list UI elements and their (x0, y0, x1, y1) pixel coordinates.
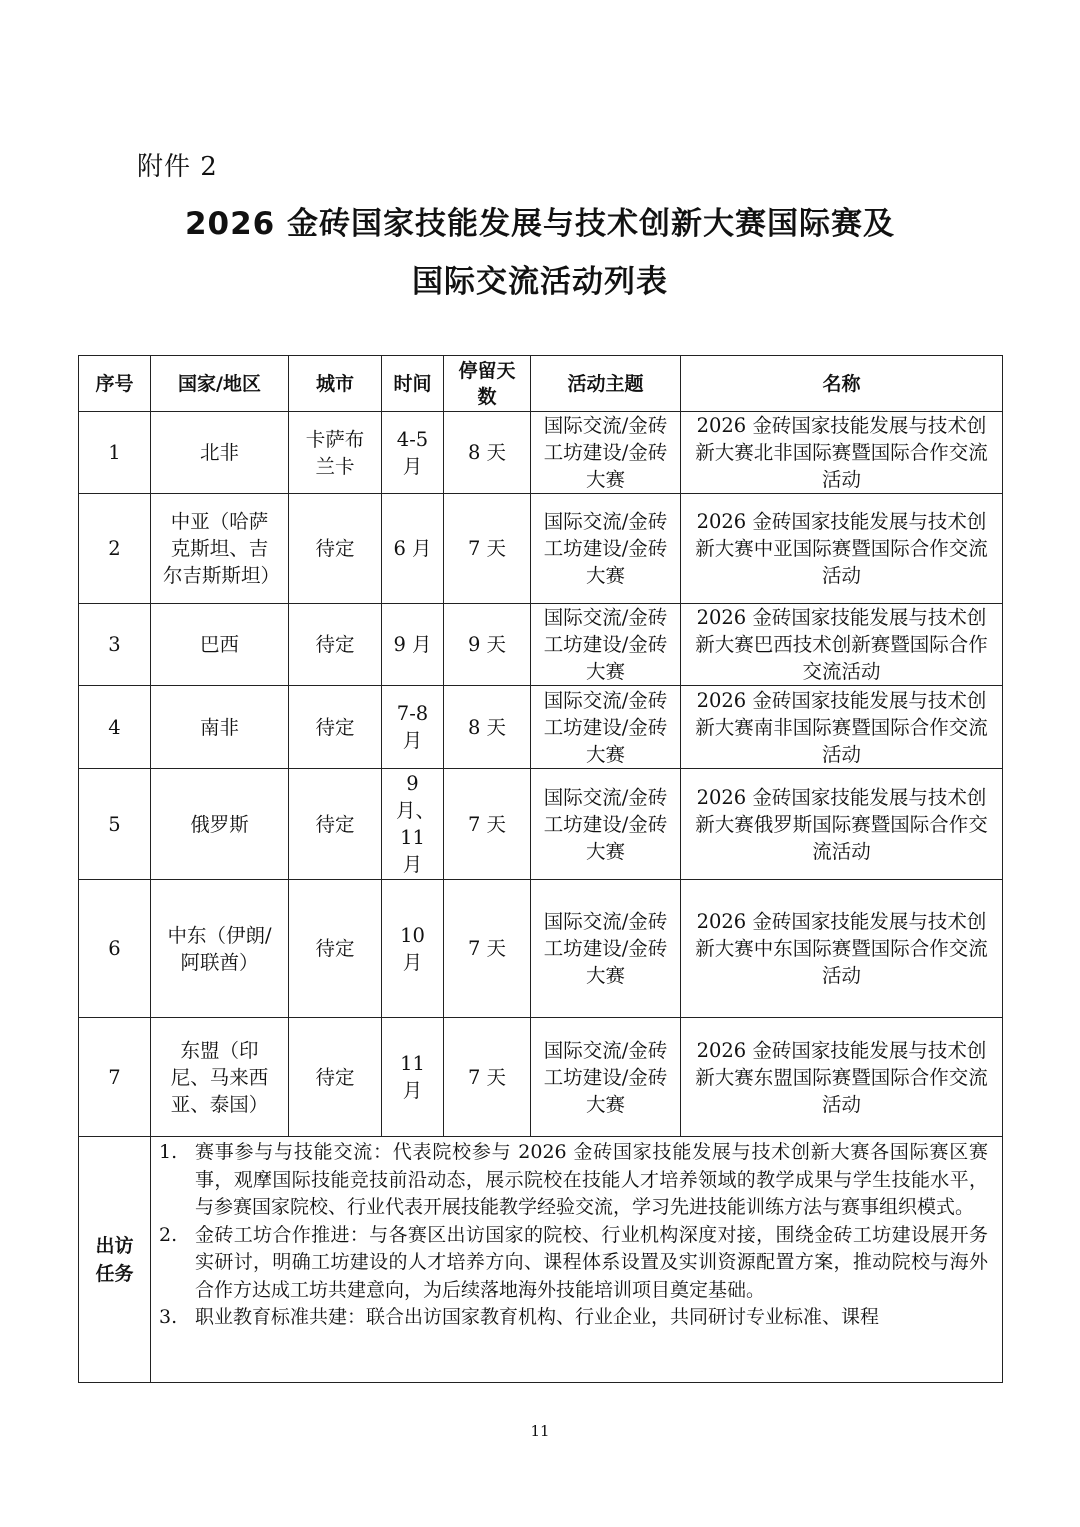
task-number: 2. (159, 1223, 178, 1246)
row-days: 7 天 (444, 1018, 531, 1137)
row-days: 8 天 (444, 412, 531, 494)
task-text: 职业教育标准共建：联合出访国家教育机构、行业企业，共同研讨专业标准、课程 (195, 1306, 880, 1328)
row-days: 7 天 (444, 769, 531, 880)
row-number: 1 (79, 412, 151, 494)
row-number: 3 (79, 604, 151, 686)
row-time: 10月 (382, 880, 444, 1018)
row-time: 11月 (382, 1018, 444, 1137)
row-city: 待定 (289, 1018, 382, 1137)
task-text: 赛事参与与技能交流：代表院校参与 2026 金砖国家技能发展与技术创新大赛各国际赛区赛事，观摩国际技能竞技前沿动态，展示院校在技能人才培养领域的教学成果与学生技能水平，与参赛国家院校、行业代表开展技能教学经验交流，学习先进技能训练方法与赛事组织模式。 (195, 1141, 988, 1218)
header-cell: 活动主题 (531, 356, 681, 412)
row-city: 待定 (289, 604, 382, 686)
row-region: 北非 (151, 412, 289, 494)
row-name: 2026 金砖国家技能发展与技术创新大赛中东国际赛暨国际合作交流活动 (681, 880, 1003, 1018)
row-number: 6 (79, 880, 151, 1018)
header-cell: 城市 (289, 356, 382, 412)
header-cell: 停留天数 (444, 356, 531, 412)
table-row (79, 880, 1003, 1018)
row-theme: 国际交流/金砖工坊建设/金砖大赛 (531, 1018, 681, 1137)
row-city: 卡萨布兰卡 (289, 412, 382, 494)
row-theme: 国际交流/金砖工坊建设/金砖大赛 (531, 494, 681, 604)
row-days: 8 天 (444, 686, 531, 769)
row-name: 2026 金砖国家技能发展与技术创新大赛俄罗斯国际赛暨国际合作交流活动 (681, 769, 1003, 880)
row-time: 4-5月 (382, 412, 444, 494)
table-header-row (79, 356, 1003, 412)
row-number: 4 (79, 686, 151, 769)
row-days: 7 天 (444, 880, 531, 1018)
tasks-label-text: 出访任务 (95, 1234, 134, 1285)
row-city: 待定 (289, 494, 382, 604)
row-name: 2026 金砖国家技能发展与技术创新大赛巴西技术创新赛暨国际合作交流活动 (681, 604, 1003, 686)
row-name: 2026 金砖国家技能发展与技术创新大赛中亚国际赛暨国际合作交流活动 (681, 494, 1003, 604)
row-days: 7 天 (444, 494, 531, 604)
row-number: 5 (79, 769, 151, 880)
row-city: 待定 (289, 769, 382, 880)
task-item (159, 1139, 988, 1222)
header-cell: 国家/地区 (151, 356, 289, 412)
document-title-line1: 2026 金砖国家技能发展与技术创新大赛国际赛及 (184, 206, 896, 242)
row-time: 6 月 (382, 494, 444, 604)
tasks-content (151, 1137, 1003, 1383)
task-text: 金砖工坊合作推进：与各赛区出访国家的院校、行业机构深度对接，围绕金砖工坊建设展开务实研讨，明确工坊建设的人才培养方向、课程体系设置及实训资源配置方案，推动院校与海外合作方达成工坊共建意向，为后续落地海外技能培训项目奠定基础。 (195, 1223, 988, 1301)
row-name: 2026 金砖国家技能发展与技术创新大赛南非国际赛暨国际合作交流活动 (681, 686, 1003, 769)
row-region: 东盟（印尼、马来西亚、泰国） (151, 1018, 289, 1137)
table-row (79, 604, 1003, 686)
row-theme: 国际交流/金砖工坊建设/金砖大赛 (531, 604, 681, 686)
header-cell: 名称 (681, 356, 1003, 412)
row-region: 巴西 (151, 604, 289, 686)
table-row (79, 412, 1003, 494)
row-days: 9 天 (444, 604, 531, 686)
activity-table (78, 355, 1003, 1383)
attachment-label: 附件 2 (137, 152, 218, 182)
row-theme: 国际交流/金砖工坊建设/金砖大赛 (531, 686, 681, 769)
row-region: 中亚（哈萨克斯坦、吉尔吉斯斯坦） (151, 494, 289, 604)
table-row (79, 686, 1003, 769)
page-number: 11 (530, 1422, 550, 1440)
row-theme: 国际交流/金砖工坊建设/金砖大赛 (531, 769, 681, 880)
row-name: 2026 金砖国家技能发展与技术创新大赛东盟国际赛暨国际合作交流活动 (681, 1018, 1003, 1137)
row-time: 7-8月 (382, 686, 444, 769)
tasks-row (79, 1137, 1003, 1383)
table-row (79, 1018, 1003, 1137)
row-time: 9月、11月 (382, 769, 444, 880)
row-number: 7 (79, 1018, 151, 1137)
table-row (79, 494, 1003, 604)
table-row (79, 769, 1003, 880)
row-city: 待定 (289, 880, 382, 1018)
row-name: 2026 金砖国家技能发展与技术创新大赛北非国际赛暨国际合作交流活动 (681, 412, 1003, 494)
row-theme: 国际交流/金砖工坊建设/金砖大赛 (531, 412, 681, 494)
row-region: 中东（伊朗/阿联酋） (151, 880, 289, 1018)
header-cell: 时间 (382, 356, 444, 412)
task-number: 3. (159, 1306, 178, 1328)
row-number: 2 (79, 494, 151, 604)
task-item (159, 1304, 988, 1332)
document-title-line2: 国际交流活动列表 (412, 264, 668, 300)
task-item (159, 1222, 988, 1305)
row-city: 待定 (289, 686, 382, 769)
row-region: 南非 (151, 686, 289, 769)
row-time: 9 月 (382, 604, 444, 686)
row-region: 俄罗斯 (151, 769, 289, 880)
header-cell: 序号 (79, 356, 151, 412)
task-number: 1. (159, 1141, 178, 1163)
row-theme: 国际交流/金砖工坊建设/金砖大赛 (531, 880, 681, 1018)
tasks-label (79, 1137, 151, 1383)
